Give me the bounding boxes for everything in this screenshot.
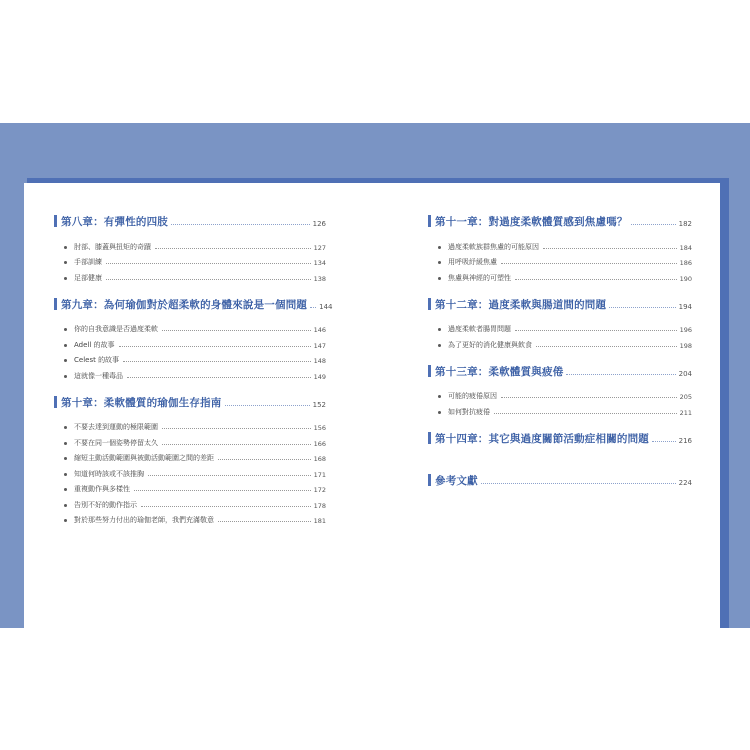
toc-item [54, 350, 326, 366]
item-page-number: 196 [679, 326, 692, 334]
bullet-icon [64, 473, 67, 476]
item-page-number: 211 [679, 408, 692, 417]
toc-item [54, 494, 326, 510]
dot-leader [501, 263, 677, 264]
chapter-heading [54, 213, 326, 229]
bullet-icon [438, 328, 441, 331]
item-page-number: 134 [313, 259, 326, 267]
toc-item [428, 401, 692, 417]
toc-item [54, 252, 326, 268]
item-page-number: 198 [679, 341, 692, 350]
bullet-icon [438, 344, 441, 347]
toc-item [54, 236, 326, 252]
chapter-title: 第十一章：對過度柔軟體質感到焦慮嗎？ [435, 216, 628, 228]
bullet-icon [64, 344, 67, 347]
toc-item [54, 432, 326, 448]
toc-item [54, 463, 326, 479]
item-label: 為了更好的消化健康與飲食 [448, 340, 532, 349]
references [428, 472, 692, 488]
chapter-12 [428, 296, 692, 350]
bullet-icon [438, 395, 441, 398]
item-label: Adell 的故事 [74, 340, 115, 349]
dot-leader [123, 361, 311, 362]
chapter-heading [54, 296, 333, 312]
item-label: 足部健康 [74, 273, 102, 282]
chapter-heading [428, 363, 692, 379]
chapter-marker [54, 215, 57, 227]
chapter-page-number: 182 [678, 220, 692, 228]
dot-leader [162, 428, 311, 429]
dot-leader [481, 483, 676, 484]
bullet-icon [438, 246, 441, 249]
dot-leader [171, 224, 310, 225]
item-label: 對於那些努力付出的瑜伽老師，我們充滿敬意 [74, 516, 214, 524]
dot-leader [148, 475, 311, 476]
item-label: 過度柔軟者腸胃問題 [448, 325, 511, 333]
chapter-page-number: 144 [319, 302, 333, 311]
item-page-number: 181 [313, 517, 326, 525]
toc-left-column [54, 213, 333, 538]
item-page-number: 171 [313, 470, 326, 479]
bullet-icon [64, 277, 67, 280]
item-label: 過度柔軟族群焦慮的可能原因 [448, 242, 539, 251]
chapter-heading [428, 430, 692, 446]
bullet-icon [64, 457, 67, 460]
dot-leader [155, 248, 311, 249]
dot-leader [106, 263, 311, 264]
chapter-title: 第八章：有彈性的四肢 [61, 216, 168, 228]
dot-leader [162, 330, 311, 331]
item-label: 這就像一種毒品 [74, 371, 123, 380]
dot-leader [134, 490, 311, 491]
toc-item [54, 448, 326, 464]
chapter-title: 第十二章：過度柔軟與腸道間的問題 [435, 298, 607, 311]
item-page-number: 156 [313, 424, 326, 432]
item-page-number: 127 [313, 243, 326, 252]
toc-item [428, 267, 692, 283]
toc-right-column [428, 213, 692, 501]
bullet-icon [438, 261, 441, 264]
toc-item [428, 386, 692, 402]
item-page-number: 186 [679, 259, 692, 267]
item-label: 縮短主動活動範圍與被動活動範圍之間的差距 [74, 454, 214, 462]
chapter-page-number: 224 [678, 478, 692, 487]
bullet-icon [64, 328, 67, 331]
chapter-13 [428, 363, 692, 417]
item-page-number: 178 [313, 501, 326, 510]
bullet-icon [64, 442, 67, 445]
bullet-icon [64, 375, 67, 378]
item-label: 告別不好的動作指示 [74, 500, 137, 509]
bullet-icon [64, 359, 67, 362]
item-label: 不要在同一個姿勢停留太久 [74, 438, 158, 447]
item-label: 不要去達到運動的極限範圍 [74, 423, 158, 431]
item-label: 肘部、膝蓋與扭矩的奇蹟 [74, 242, 151, 251]
chapter-heading [428, 472, 692, 488]
chapter-heading [54, 394, 326, 410]
chapter-marker [428, 432, 431, 444]
dot-leader [515, 330, 677, 331]
item-page-number: 184 [679, 243, 692, 252]
bullet-icon [64, 246, 67, 249]
dot-leader [218, 521, 311, 522]
chapter-marker [428, 298, 431, 310]
item-page-number: 146 [313, 326, 326, 334]
item-page-number: 149 [313, 372, 326, 381]
dot-leader [501, 397, 677, 398]
item-page-number: 148 [313, 357, 326, 365]
item-label: Celest 的故事 [74, 356, 120, 364]
chapter-marker [428, 474, 431, 486]
item-page-number: 205 [679, 393, 692, 401]
dot-leader [536, 346, 677, 347]
item-page-number: 138 [313, 274, 326, 283]
toc-item [428, 319, 692, 335]
item-page-number: 147 [313, 341, 326, 350]
chapter-marker [54, 298, 57, 310]
item-label: 焦慮與神經的可塑性 [448, 273, 511, 282]
toc-item [54, 510, 326, 526]
item-label: 你的自我意識是否過度柔軟 [74, 325, 158, 333]
dot-leader [652, 441, 676, 442]
toc-page [24, 183, 720, 628]
bullet-icon [64, 261, 67, 264]
bullet-icon [438, 411, 441, 414]
bullet-icon [64, 488, 67, 491]
item-page-number: 172 [313, 486, 326, 494]
item-label: 知道何時該或不該推胸 [74, 469, 144, 478]
toc-item [54, 417, 326, 433]
chapter-marker [428, 365, 431, 377]
chapter-page-number: 152 [312, 400, 326, 409]
toc-item [54, 334, 326, 350]
toc-item [54, 319, 326, 335]
chapter-page-number: 216 [678, 436, 692, 445]
chapter-11 [428, 213, 692, 283]
bullet-icon [64, 504, 67, 507]
dot-leader [310, 307, 316, 308]
bullet-icon [438, 277, 441, 280]
chapter-title: 第九章：為何瑜伽對於超柔軟的身體來說是一個問題 [61, 298, 308, 311]
chapter-title: 第十三章：柔軟體質與疲倦 [435, 365, 564, 378]
toc-item [428, 236, 692, 252]
dot-leader [494, 413, 677, 414]
bullet-icon [64, 519, 67, 522]
item-label: 如何對抗疲倦 [448, 407, 490, 416]
toc-item [54, 479, 326, 495]
chapter-page-number: 204 [678, 369, 692, 378]
toc-item [428, 334, 692, 350]
chapter-14 [428, 430, 692, 446]
chapter-9 [54, 296, 333, 381]
bullet-icon [64, 426, 67, 429]
dot-leader [141, 506, 311, 507]
item-page-number: 168 [313, 455, 326, 463]
dot-leader [515, 279, 677, 280]
chapter-page-number: 194 [678, 302, 692, 311]
chapter-10 [54, 394, 326, 526]
dot-leader [566, 374, 675, 375]
item-label: 重複動作與多樣性 [74, 485, 130, 493]
chapter-marker [54, 396, 57, 408]
dot-leader [162, 444, 311, 445]
dot-leader [609, 307, 675, 308]
dot-leader [631, 224, 676, 225]
chapter-8 [54, 213, 326, 283]
dot-leader [218, 459, 311, 460]
item-label: 可能的疲倦原因 [448, 392, 497, 400]
item-page-number: 190 [679, 274, 692, 283]
dot-leader [119, 346, 311, 347]
item-page-number: 166 [313, 439, 326, 448]
chapter-title: 參考文獻 [435, 474, 478, 487]
toc-item [54, 365, 326, 381]
dot-leader [543, 248, 677, 249]
toc-item [54, 267, 326, 283]
dot-leader [106, 279, 311, 280]
chapter-title: 第十四章：其它與過度關節活動症相關的問題 [435, 432, 649, 445]
chapter-heading [428, 213, 692, 229]
toc-item [428, 252, 692, 268]
item-label: 用呼吸紓緩焦慮 [448, 258, 497, 266]
chapter-heading [428, 296, 692, 312]
chapter-title: 第十章：柔軟體質的瑜伽生存指南 [61, 396, 222, 409]
chapter-marker [428, 215, 431, 227]
item-label: 手部訓練 [74, 258, 102, 266]
chapter-page-number: 126 [312, 220, 326, 228]
dot-leader [127, 377, 311, 378]
dot-leader [225, 405, 310, 406]
